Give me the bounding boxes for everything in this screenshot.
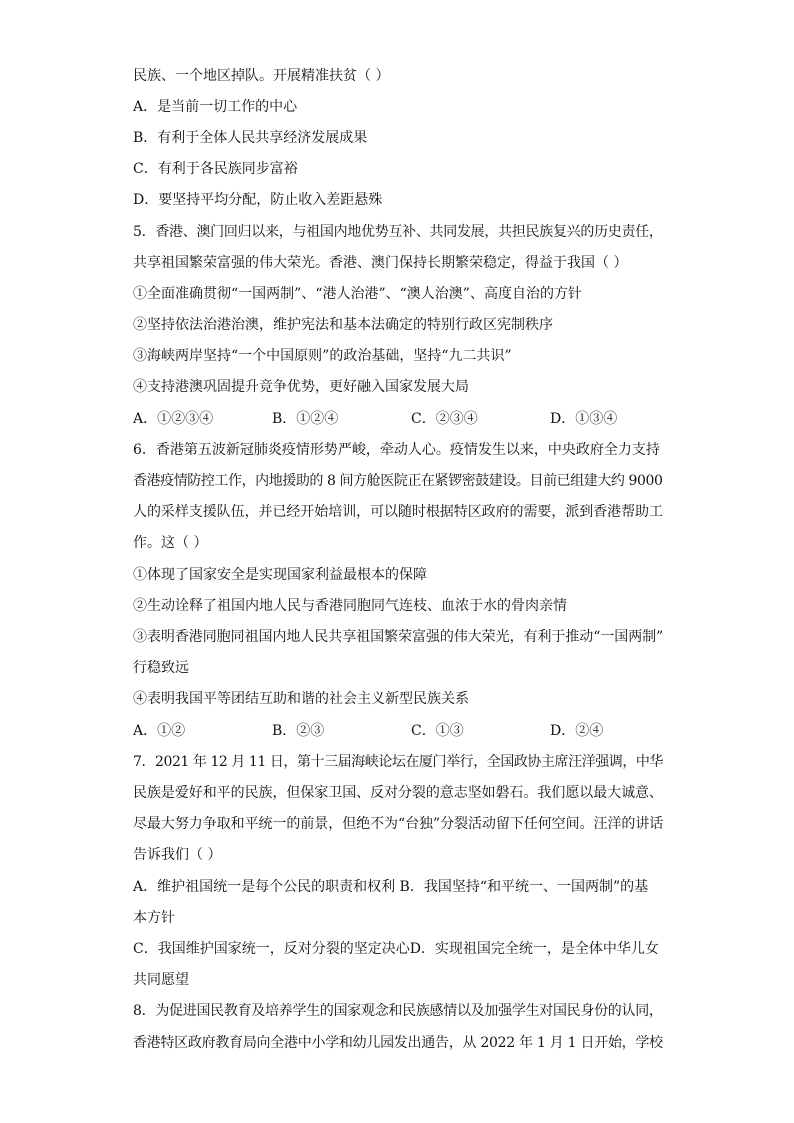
question-7-text: 尽最大努力争取和平统一的前景，但绝不为“台独”分裂活动留下任何空间。汪洋的讲话	[133, 816, 664, 832]
statement-line: ④表明我国平等团结互助和谐的社会主义新型民族关系	[133, 691, 469, 707]
option-c: C．②③④	[411, 411, 478, 427]
question-7-text: 民族是爱好和平的民族，但保家卫国、反对分裂的意志坚如磐石。我们愿以最大诚意、	[133, 785, 663, 801]
option-a: A．①②③④	[133, 411, 214, 427]
option-line: 本方针	[133, 910, 175, 926]
option-b: B．②③	[272, 723, 325, 739]
option-c: C．①③	[411, 723, 464, 739]
option-line: B．有利于全体人民共享经济发展成果	[133, 130, 368, 146]
question-6-text: 人的采样支援队伍，并已经开始培训，可以随时根据特区政府的需要，派到香港帮助工	[133, 504, 663, 520]
statement-line: 行稳致远	[133, 660, 189, 676]
text-line: 民族、一个地区掉队。开展精准扶贫（ ）	[133, 68, 390, 84]
question-6-text: 6．香港第五波新冠肺炎疫情形势严峻，牵动人心。疫情发生以来，中央政府全力支持	[133, 442, 660, 458]
question-5-text: 共享祖国繁荣富强的伟大荣光。香港、澳门保持长期繁荣稳定，得益于我国（ ）	[133, 255, 628, 271]
question-5-options	[133, 409, 663, 429]
statement-line: ②生动诠释了祖国内地人民与香港同胞同气连枝、血浓于水的骨肉亲情	[133, 598, 567, 614]
statement-line: ④支持港澳巩固提升竞争优势，更好融入国家发展大局	[133, 379, 469, 395]
option-line: C．我国维护国家统一，反对分裂的坚定决心D．实现祖国完全统一，是全体中华儿女	[133, 941, 659, 957]
question-8-text: 8．为促进国民教育及培养学生的国家观念和民族感情以及加强学生对国民身份的认同，	[133, 1003, 663, 1019]
option-d: D．②④	[550, 723, 604, 739]
question-6-text: 作。这（ ）	[133, 535, 208, 551]
question-7-text: 告诉我们（ ）	[133, 847, 222, 863]
statement-line: ①全面准确贯彻“一国两制”、“港人治港”、“澳人治澳”、高度自治的方针	[133, 286, 582, 302]
option-b: B．①②④	[272, 411, 339, 427]
question-6-text: 香港疫情防控工作，内地援助的 8 间方舱医院正在紧锣密鼓建设。目前已组建大约 9000	[133, 473, 663, 489]
statement-line: ③海峡两岸坚持“一个中国原则”的政治基础，坚持“九二共识”	[133, 348, 512, 364]
option-line: D．要坚持平均分配，防止收入差距悬殊	[133, 192, 383, 208]
statement-line: ①体现了国家安全是实现国家利益最根本的保障	[133, 567, 427, 583]
statement-line: ②坚持依法治港治澳，维护宪法和基本法确定的特别行政区宪制秩序	[133, 317, 553, 333]
question-6-options	[133, 721, 663, 741]
option-line: C．有利于各民族同步富裕	[133, 161, 298, 177]
question-7-text: 7．2021 年 12 月 11 日，第十三届海峡论坛在厦门举行，全国政协主席汪洋强调，中华	[133, 754, 663, 770]
question-8-text: 香港特区政府教育局向全港中小学和幼儿园发出通告，从 2022 年 1 月 1 日开始，学校	[133, 1035, 663, 1051]
option-a: A．①②	[133, 723, 186, 739]
option-line: A．维护祖国统一是每个公民的职责和权利 B．我国坚持“和平统一、一国两制”的基	[133, 879, 649, 895]
option-d: D．①③④	[550, 411, 618, 427]
statement-line: ③表明香港同胞同祖国内地人民共享祖国繁荣富强的伟大荣光，有利于推动“一国两制”	[133, 629, 664, 645]
question-5-text: 5．香港、澳门回归以来，与祖国内地优势互补、共同发展，共担民族复兴的历史责任，	[133, 224, 663, 240]
option-line: 共同愿望	[133, 972, 189, 988]
option-line: A．是当前一切工作的中心	[133, 99, 298, 115]
